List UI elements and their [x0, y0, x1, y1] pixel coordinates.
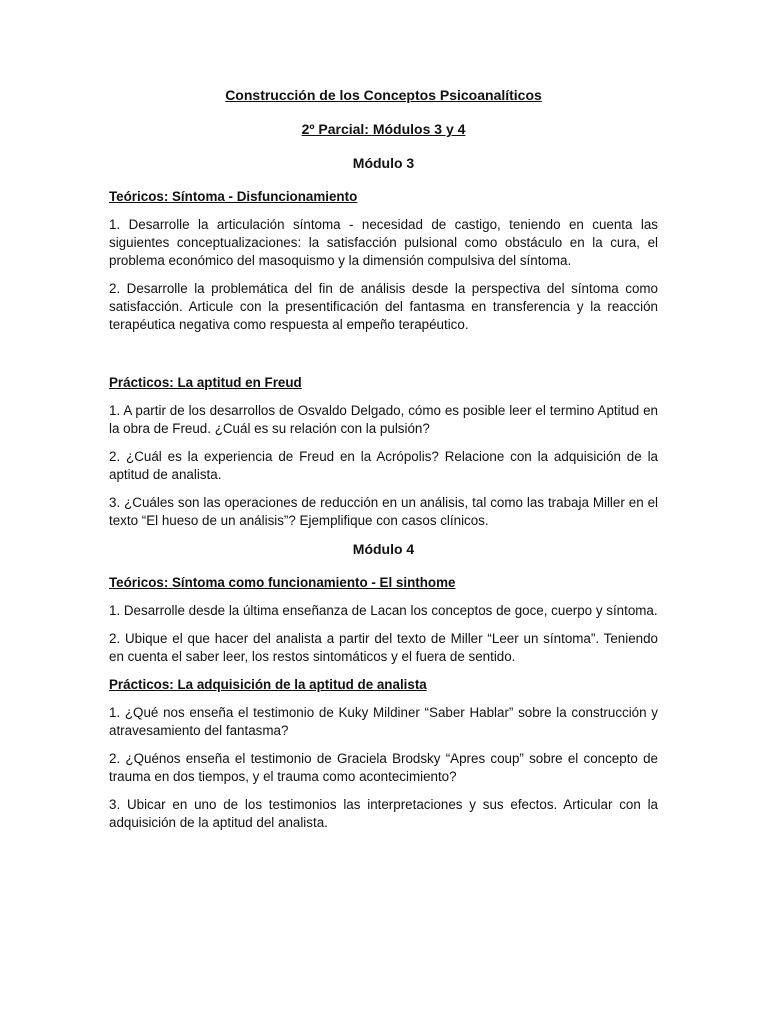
module-4-title: Módulo 4 [352, 541, 415, 557]
question-paragraph: 2. ¿Quénos enseña el testimonio de Graciela Brodsky “Apres coup” sobre el concepto de trauma en dos tiempos, y el trauma como acontecimiento? [109, 751, 658, 784]
section-heading-teoricos-m3: Teóricos: Síntoma - Disfuncionamiento [109, 189, 358, 204]
question-paragraph: 2. Desarrolle la problemática del fin de análisis desde la perspectiva del síntoma como satisfacción. Articule con la presentificación del fantasma en transferencia y la reacción terapéutica negativa como respuesta al empeño terapéutico. [109, 281, 658, 332]
document-title: Construcción de los Conceptos Psicoanalíticos [225, 87, 542, 103]
question-paragraph: 3. Ubicar en uno de los testimonios las interpretaciones y sus efectos. Articular con la adquisición de la aptitud del analista. [109, 797, 658, 830]
question-paragraph: 1. ¿Qué nos enseña el testimonio de Kuky Mildiner “Saber Hablar” sobre la construcción y atravesamiento del fantasma? [109, 705, 658, 738]
question-paragraph: 1. Desarrolle la articulación síntoma - necesidad de castigo, teniendo en cuenta las siguientes conceptualizaciones: la satisfacción pulsional como obstáculo en la cura, el problema económico del masoquismo y la dimensión compulsiva del síntoma. [109, 217, 658, 268]
document-subtitle: 2º Parcial: Módulos 3 y 4 [301, 121, 466, 137]
question-paragraph: 2. ¿Cuál es la experiencia de Freud en la Acrópolis? Relacione con la adquisición de la aptitud de analista. [109, 449, 658, 482]
question-paragraph: 1. Desarrolle desde la última enseñanza de Lacan los conceptos de goce, cuerpo y síntoma. [109, 603, 658, 618]
question-paragraph: 1. A partir de los desarrollos de Osvaldo Delgado, cómo es posible leer el termino Aptitud en la obra de Freud. ¿Cuál es su relación con la pulsión? [109, 403, 658, 436]
section-heading-teoricos-m4: Teóricos: Síntoma como funcionamiento - El sinthome [109, 575, 456, 590]
section-heading-practicos-m3: Prácticos: La aptitud en Freud [109, 375, 302, 390]
question-paragraph: 3. ¿Cuáles son las operaciones de reducción en un análisis, tal como las trabaja Miller en el texto “El hueso de un análisis”? Ejemplifique con casos clínicos. [109, 495, 658, 528]
question-paragraph: 2. Ubique el que hacer del analista a partir del texto de Miller “Leer un síntoma”. Teniendo en cuenta el saber leer, los restos sintomáticos y el fuera de sentido. [109, 631, 658, 664]
section-gap [109, 344, 658, 374]
section-heading-practicos-m4: Prácticos: La adquisición de la aptitud de analista [109, 677, 427, 692]
document-page [109, 86, 658, 842]
module-3-title: Módulo 3 [352, 155, 415, 171]
